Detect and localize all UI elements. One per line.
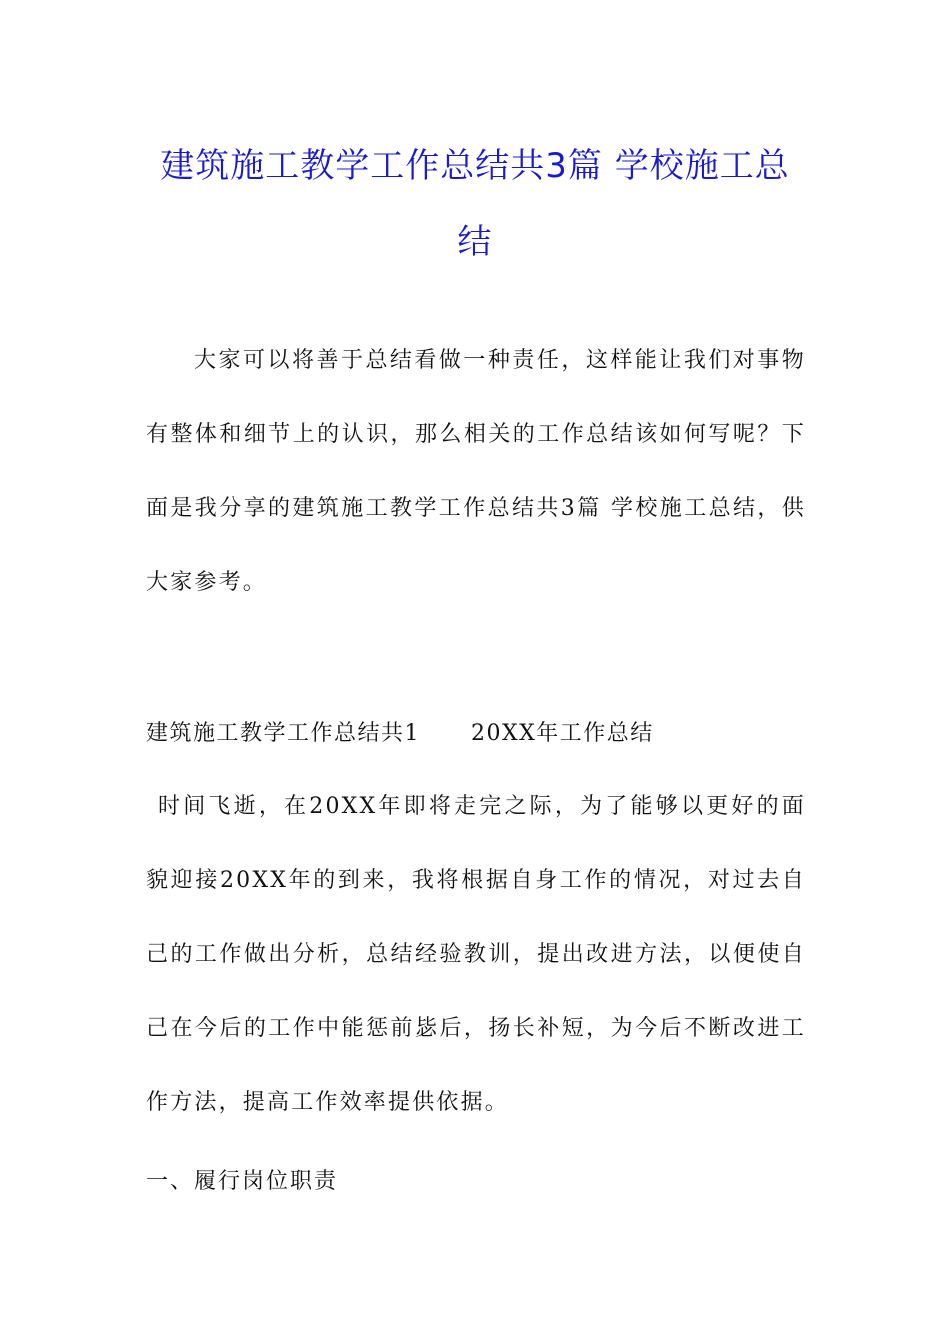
document-title (120, 128, 830, 280)
title-line-2: 结 (457, 222, 493, 262)
section-heading: 建筑施工教学工作总结共1 20XX年工作总结 (146, 721, 654, 746)
subheading: 一、履行岗位职责 (146, 1169, 339, 1194)
intro-paragraph: 大家可以将善于总结看做一种责任，这样能让我们对事物有整体和细节上的认识，那么相关的工作总结该如何写呢？下面是我分享的建筑施工教学工作总结共3篇 学校施工总结，供大家参考。 (146, 348, 806, 595)
body-paragraph: 时间飞逝，在20XX年即将走完之际，为了能够以更好的面貌迎接20XX年的到来，我将根据自身工作的情况，对过去自己的工作做出分析，总结经验教训，提出改进方法，以便使自己在今后的工作中能惩前毖后，扬长补短，为今后不断改进工作方法，提高工作效率提供依据。 (146, 794, 806, 1115)
title-line-1: 建筑施工教学工作总结共3篇 学校施工总 (160, 146, 790, 186)
